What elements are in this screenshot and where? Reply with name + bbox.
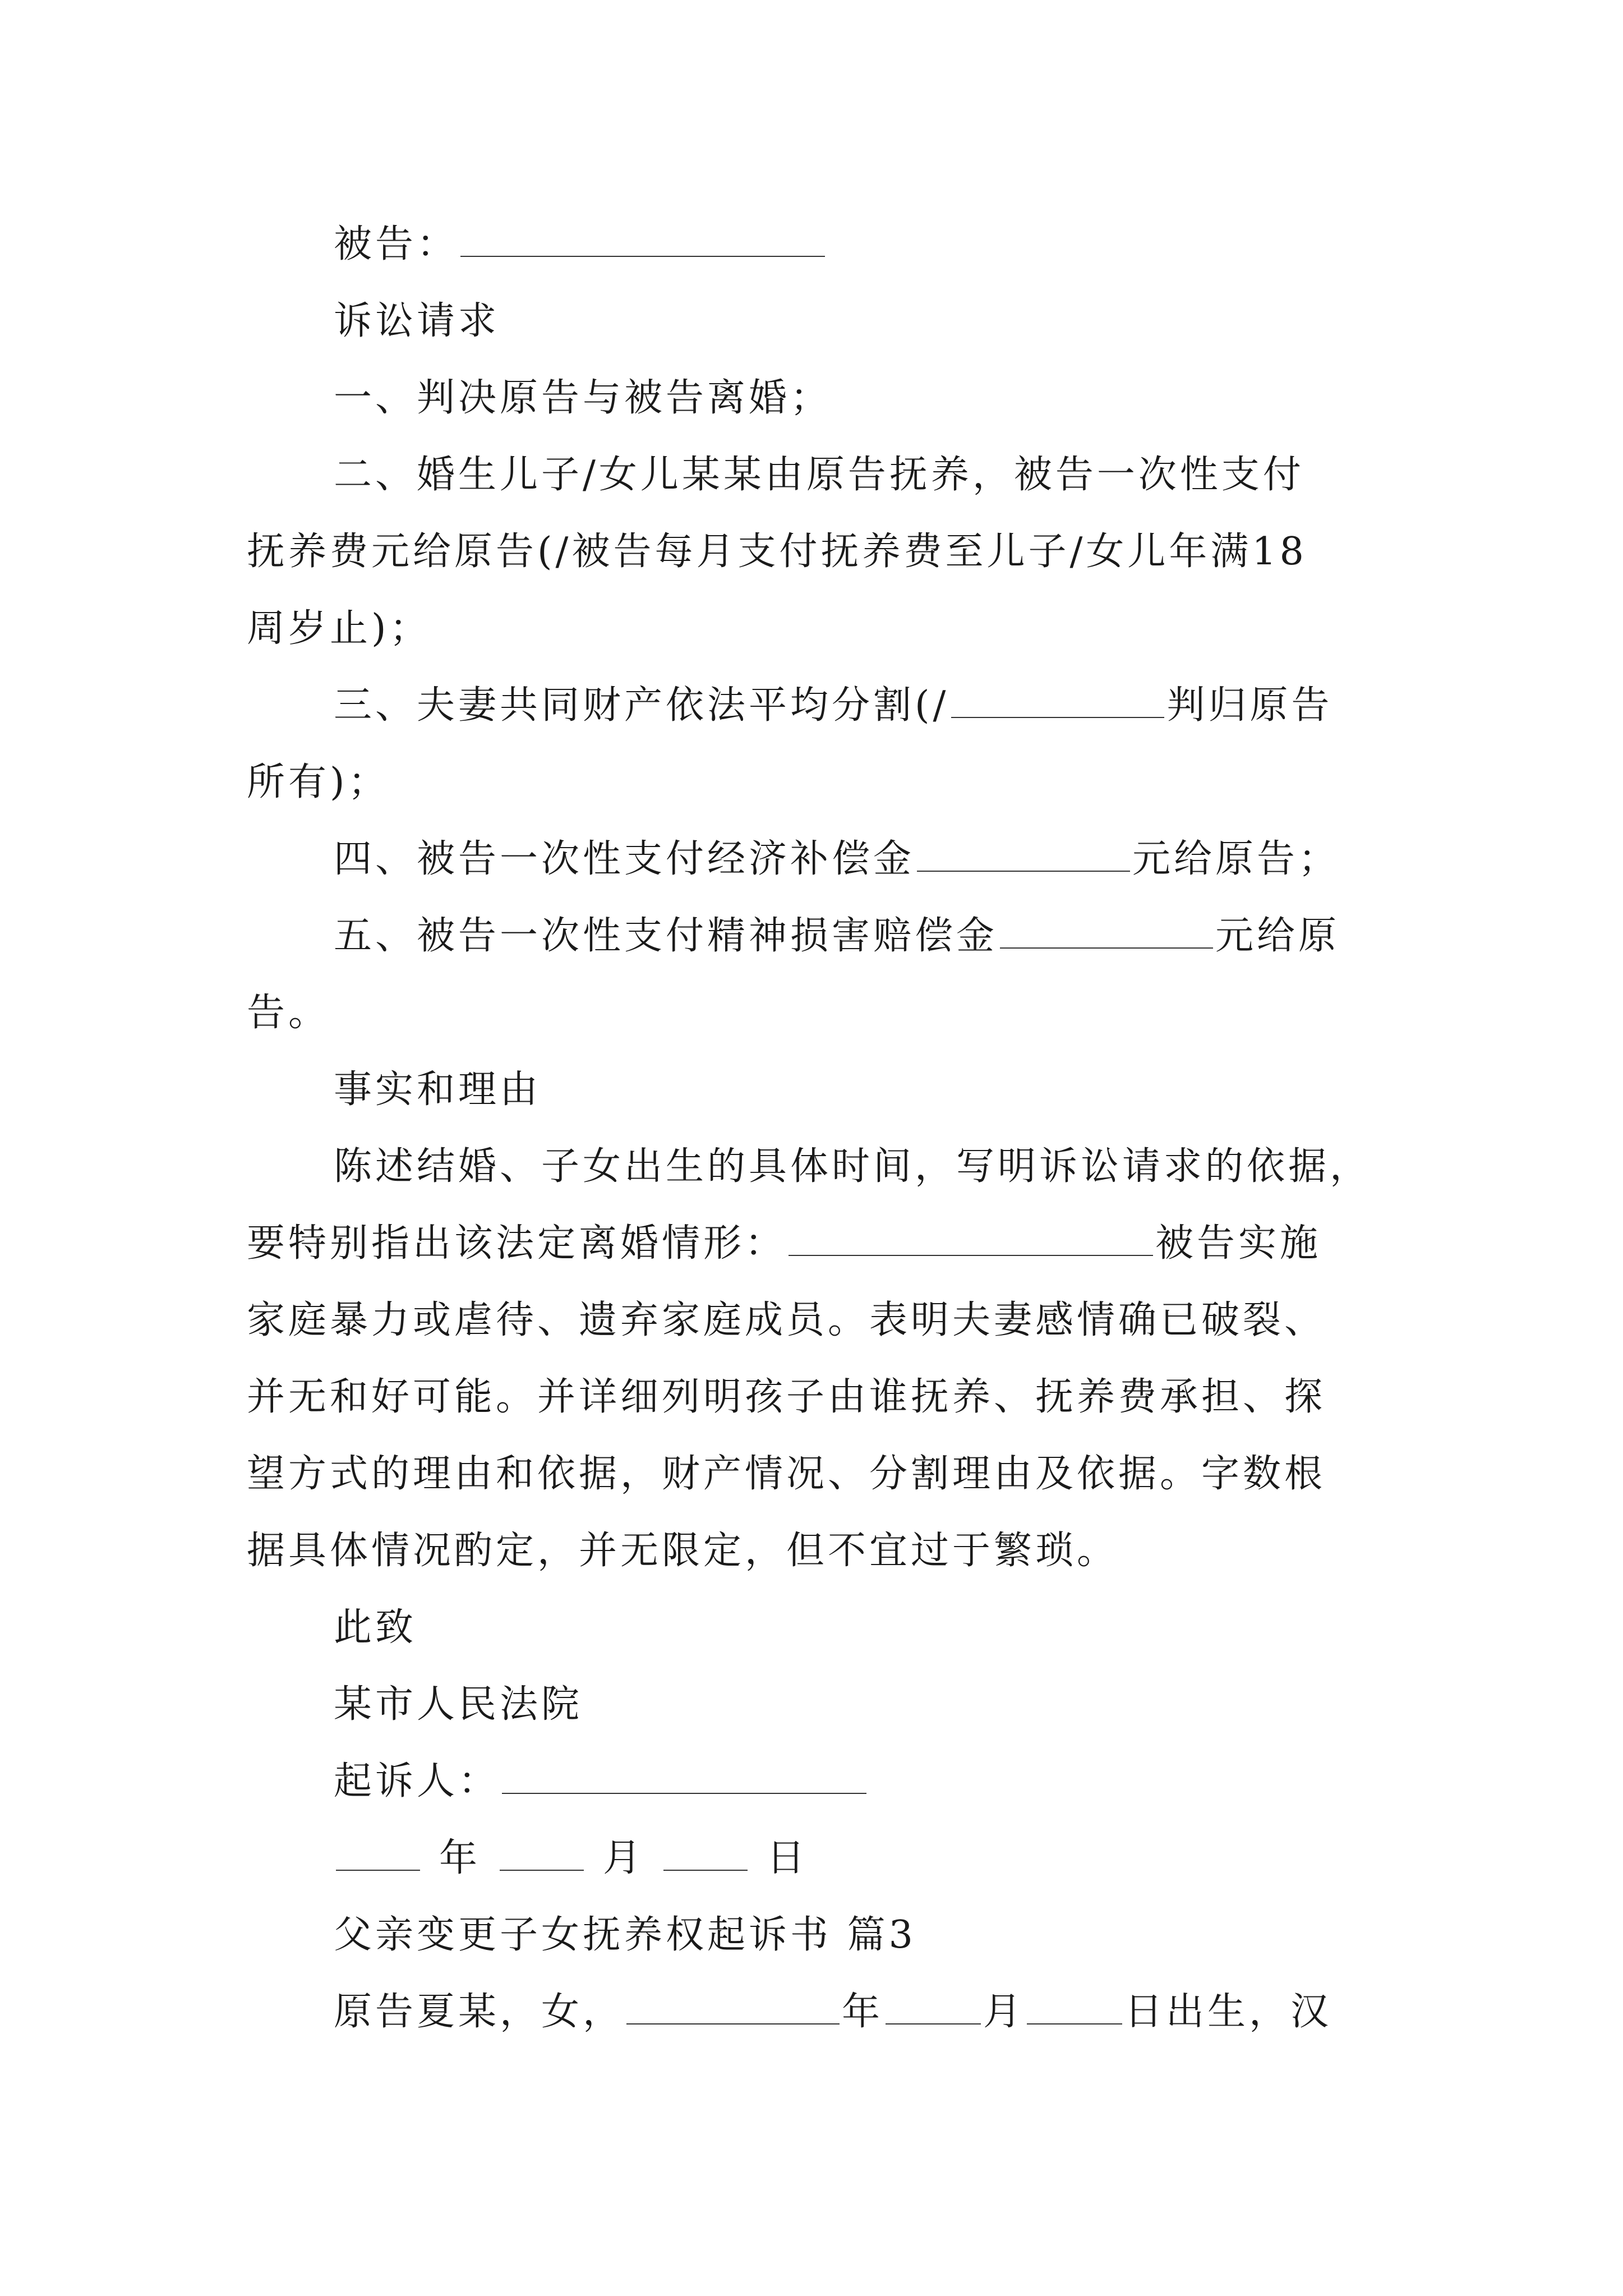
claim-2-line-3: 周岁止)； <box>247 606 431 651</box>
facts-line-2 <box>247 1217 1321 1271</box>
section-heading-facts: 事实和理由 <box>334 1068 542 1112</box>
claim-2-line-2: 抚养费元给原告(/被告每月支付抚养费至儿子/女儿年满18 <box>247 530 1307 574</box>
claim-1: 一、判决原告与被告离婚； <box>334 376 832 420</box>
defendant-label: 被告： <box>334 222 459 266</box>
month-blank[interactable] <box>500 1836 584 1871</box>
year-blank[interactable] <box>336 1836 420 1871</box>
facts-text-a: 要特别指出该法定离婚情形： <box>247 1221 787 1266</box>
facts-line-4: 并无和好可能。并详细列明孩子由谁抚养、抚养费承担、探 <box>247 1375 1326 1419</box>
claim-4 <box>334 832 1340 886</box>
property-blank[interactable] <box>951 683 1164 718</box>
facts-text-b: 被告实施 <box>1155 1221 1322 1266</box>
intro-year-label: 年 <box>842 1990 884 2034</box>
defendant-blank[interactable] <box>460 222 825 257</box>
facts-line-3: 家庭暴力或虐待、遗弃家庭成员。表明夫妻感情确已破裂、 <box>247 1298 1326 1342</box>
day-label: 日 <box>767 1836 809 1880</box>
claim-5-line-2: 告。 <box>247 991 330 1035</box>
section-heading-claims: 诉讼请求 <box>334 299 500 343</box>
birth-year-blank[interactable] <box>626 1990 840 2024</box>
compensation-blank[interactable] <box>917 837 1130 872</box>
plaintiff-intro-line <box>334 1985 1332 2039</box>
damages-blank[interactable] <box>1000 914 1213 949</box>
claim-3-text-a: 三、夫妻共同财产依法平均分割(/ <box>334 683 949 728</box>
intro-month-label: 月 <box>983 1990 1025 2034</box>
intro-text-b: 日出生，汉 <box>1124 1990 1332 2034</box>
plaintiff-signature-line <box>334 1755 869 1809</box>
intro-text-a: 原告夏某，女， <box>334 1990 625 2034</box>
claim-4-text-a: 四、被告一次性支付经济补偿金 <box>334 837 915 881</box>
divorce-grounds-blank[interactable] <box>789 1221 1153 1256</box>
claim-5-text-b: 元给原 <box>1215 914 1340 958</box>
court-name: 某市人民法院 <box>334 1682 583 1727</box>
day-blank[interactable] <box>663 1836 748 1871</box>
claim-3-text-b: 判归原告 <box>1166 683 1333 728</box>
year-label: 年 <box>439 1836 481 1880</box>
claim-4-text-b: 元给原告； <box>1132 837 1340 881</box>
claim-5-line-1 <box>334 909 1340 963</box>
salutation: 此致 <box>334 1605 417 1650</box>
claim-2-line-1: 二、婚生儿子/女儿某某由原告抚养，被告一次性支付 <box>334 453 1304 497</box>
claim-3-line-2: 所有)； <box>247 760 390 804</box>
defendant-line <box>334 218 827 272</box>
facts-line-6: 据具体情况酌定，并无限定，但不宜过于繁琐。 <box>247 1529 1119 1573</box>
date-line <box>334 1832 808 1885</box>
birth-month-blank[interactable] <box>886 1990 981 2024</box>
plaintiff-blank[interactable] <box>502 1759 866 1794</box>
claim-3-line-1 <box>334 679 1332 733</box>
section-title: 父亲变更子女抚养权起诉书 篇3 <box>334 1913 916 1957</box>
facts-line-1: 陈述结婚、子女出生的具体时间，写明诉讼请求的依据， <box>334 1144 1372 1189</box>
facts-line-5: 望方式的理由和依据，财产情况、分割理由及依据。字数根 <box>247 1452 1326 1496</box>
claim-5-text-a: 五、被告一次性支付精神损害赔偿金 <box>334 914 998 958</box>
plaintiff-label: 起诉人： <box>334 1759 500 1803</box>
birth-day-blank[interactable] <box>1027 1990 1122 2024</box>
month-label: 月 <box>603 1836 645 1880</box>
